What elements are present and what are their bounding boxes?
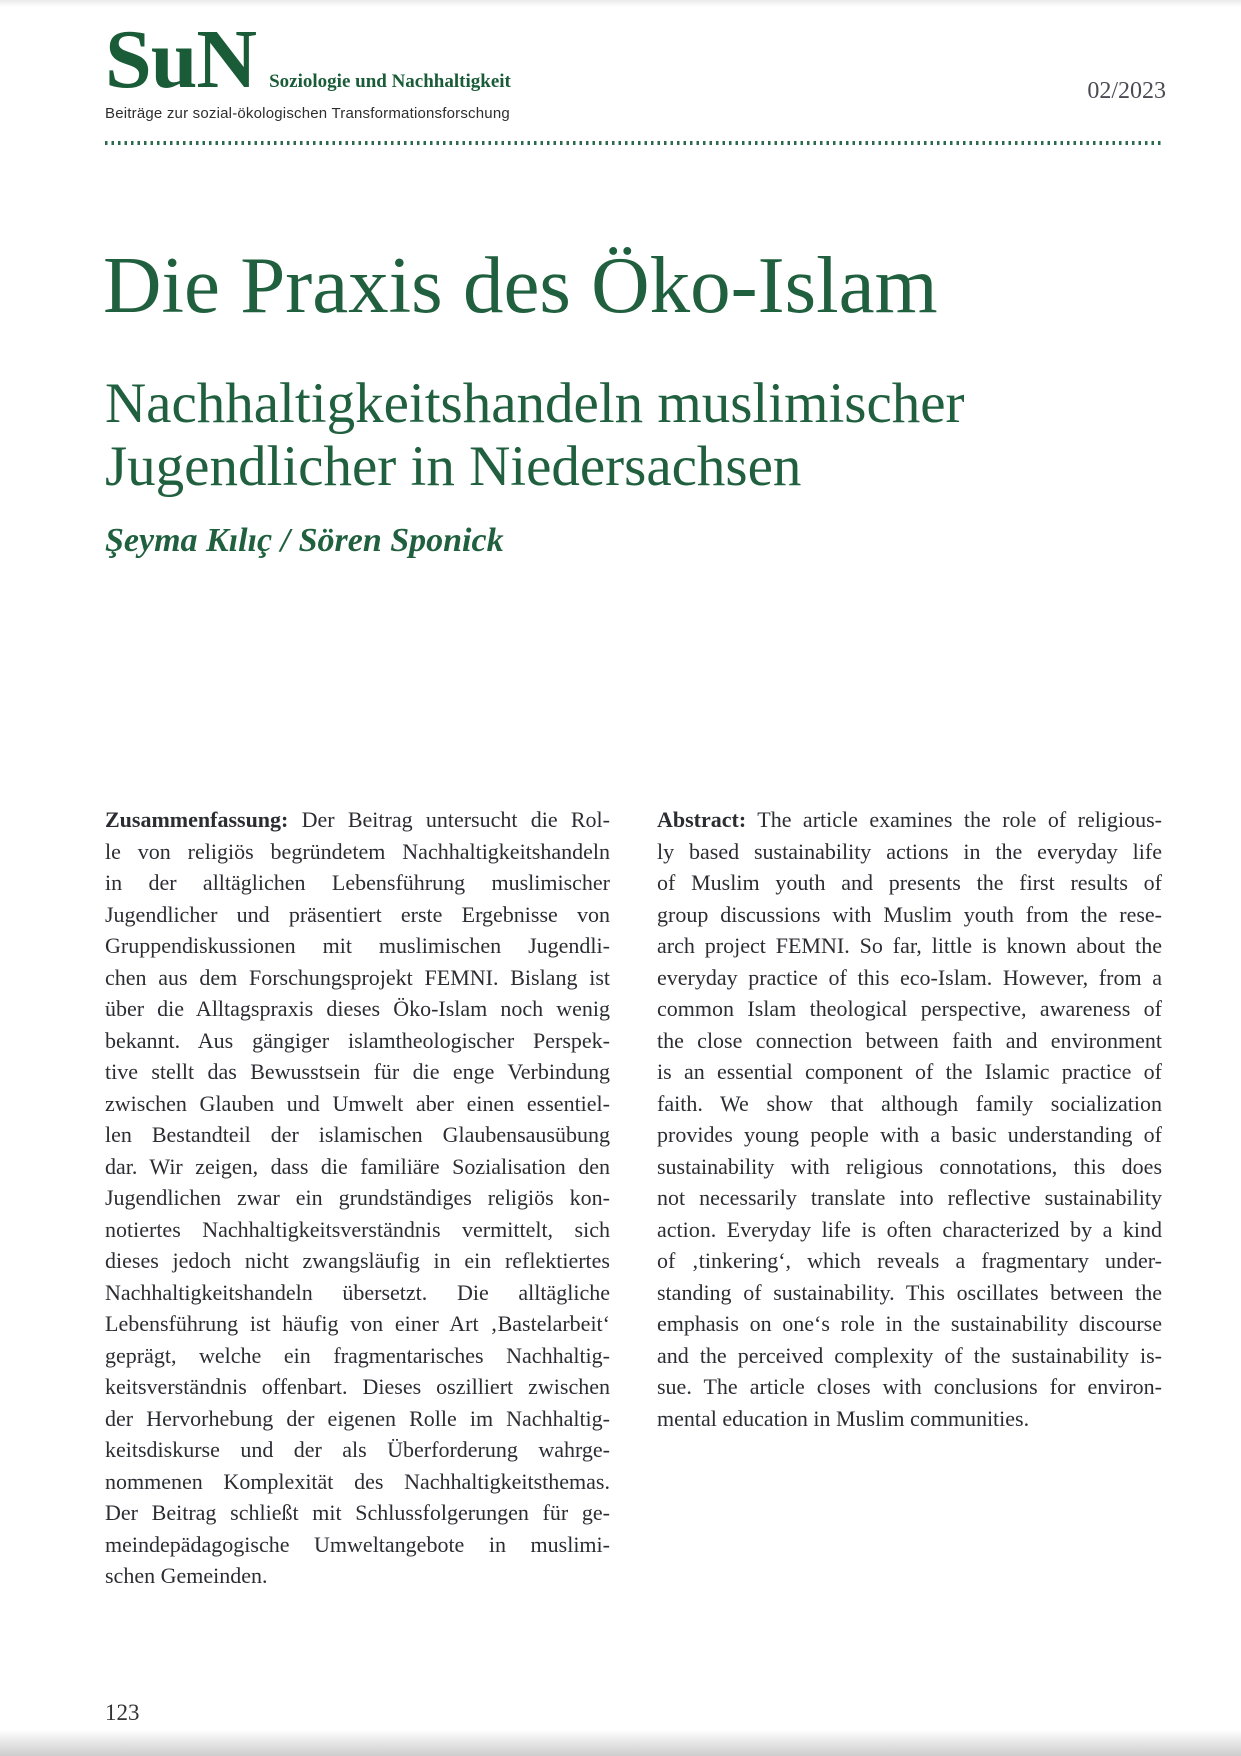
text-line: der Hervorhebung der eigenen Rolle im Nachhaltig- bbox=[105, 1405, 610, 1431]
text-line: notiertes Nachhaltigkeitsverständnis vermittelt, sich bbox=[105, 1216, 610, 1242]
page-edge-shadow bbox=[0, 1730, 1241, 1756]
journal-header bbox=[105, 13, 1166, 122]
text-line: Gruppendiskussionen mit muslimischen Jugendli- bbox=[105, 933, 610, 958]
text-line: Jugendlichen zwar ein grundständiges religiös kon- bbox=[105, 1185, 610, 1210]
text-line: emphasis on one‘s role in the sustainability discourse bbox=[657, 1311, 1162, 1336]
text-line: tive stellt das Bewusstsein für die enge Verbindung bbox=[105, 1059, 610, 1084]
text-line: geprägt, welche ein fragmentarisches Nachhaltig- bbox=[105, 1342, 610, 1368]
text-line: Der Beitrag schließt mit Schlussfolgerungen für ge- bbox=[105, 1500, 610, 1525]
text-line: group discussions with Muslim youth from the rese- bbox=[657, 901, 1162, 927]
article-title: Die Praxis des Öko-Islam bbox=[103, 240, 938, 330]
page-number: 123 bbox=[105, 1700, 140, 1725]
abstract-label: Zusammenfassung: bbox=[105, 807, 289, 832]
text-line: len Bestandteil der islamischen Glaubensausübung bbox=[105, 1122, 610, 1147]
text-line: Jugendlicher und präsentiert erste Ergebnisse von bbox=[105, 901, 610, 927]
subtitle-line-2: Jugendlicher in Niedersachsen bbox=[105, 435, 802, 498]
text-line: of Muslim youth and presents the first results of bbox=[657, 870, 1162, 895]
text-line: in der alltäglichen Lebensführung muslimischer bbox=[105, 870, 610, 895]
text-line: of ‚tinkering‘, which reveals a fragmentary under- bbox=[657, 1248, 1162, 1273]
text-line: common Islam theological perspective, awareness of bbox=[657, 996, 1162, 1021]
text-line: sustainability with religious connotations, this does bbox=[657, 1153, 1162, 1179]
text-line: Abstract: The article examines the role of religious- bbox=[657, 807, 1162, 832]
text-line: meindepädagogische Umweltangebote in muslimi- bbox=[105, 1531, 610, 1557]
article-subtitle bbox=[105, 372, 965, 498]
text-line: and the perceived complexity of the sustainability is- bbox=[657, 1342, 1162, 1368]
text-line: zwischen Glauben und Umwelt aber einen essentiel- bbox=[105, 1090, 610, 1116]
text-line: everyday practice of this eco-Islam. However, from a bbox=[657, 964, 1162, 990]
text-line: Lebensführung ist häufig von einer Art ‚Bastelarbeit‘ bbox=[105, 1311, 610, 1336]
text-line: not necessarily translate into reflective sustainability bbox=[657, 1185, 1162, 1210]
text-line: standing of sustainability. This oscillates between the bbox=[657, 1279, 1162, 1305]
text-line: mental education in Muslim communities. bbox=[657, 1405, 1030, 1431]
text-line: the close connection between faith and environment bbox=[657, 1027, 1162, 1053]
text-line: bekannt. Aus gängiger islamtheologischer Perspek- bbox=[105, 1027, 610, 1053]
abstract-label: Abstract: bbox=[657, 807, 747, 832]
journal-tagline: Beiträge zur sozial-ökologischen Transformationsforschung bbox=[105, 105, 510, 122]
issue-number: 02/2023 bbox=[1087, 78, 1166, 104]
text-line: Zusammenfassung: Der Beitrag untersucht die Rol- bbox=[105, 807, 610, 832]
journal-logo-row bbox=[105, 13, 1166, 106]
abstracts-section bbox=[105, 804, 1162, 1592]
text-line: is an essential component of the Islamic practice of bbox=[657, 1059, 1162, 1084]
dotted-divider bbox=[105, 141, 1163, 145]
text-line: ly based sustainability actions in the everyday life bbox=[657, 838, 1162, 864]
text-line: provides young people with a basic understanding of bbox=[657, 1122, 1162, 1147]
journal-logo: SuN bbox=[105, 13, 257, 106]
article-authors: Şeyma Kılıç / Sören Sponick bbox=[105, 522, 504, 559]
journal-name: Soziologie und Nachhaltigkeit bbox=[269, 71, 511, 92]
text-line: schen Gemeinden. bbox=[105, 1563, 268, 1588]
text-line: keitsverständnis offenbart. Dieses oszilliert zwischen bbox=[105, 1374, 610, 1399]
text-line: sue. The article closes with conclusions for environ- bbox=[657, 1374, 1162, 1399]
text-line: über die Alltagspraxis dieses Öko-Islam noch wenig bbox=[105, 996, 610, 1021]
text-line: action. Everyday life is often characterized by a kind bbox=[657, 1216, 1162, 1242]
text-line: faith. We show that although family socialization bbox=[657, 1090, 1162, 1116]
text-line: Nachhaltigkeitshandeln übersetzt. Die alltägliche bbox=[105, 1279, 610, 1305]
text-line: keitsdiskurse und der als Überforderung wahrge- bbox=[105, 1437, 610, 1462]
text-line: chen aus dem Forschungsprojekt FEMNI. Bislang ist bbox=[105, 964, 610, 990]
text-line: le von religiös begründetem Nachhaltigkeitshandeln bbox=[105, 838, 610, 864]
subtitle-line-1: Nachhaltigkeitshandeln muslimischer bbox=[105, 372, 965, 435]
abstract-german bbox=[105, 804, 610, 1592]
text-line: arch project FEMNI. So far, little is known about the bbox=[657, 933, 1162, 958]
page-edge-top bbox=[0, 0, 1241, 7]
text-line: dieses jedoch nicht zwangsläufig in ein reflektiertes bbox=[105, 1248, 610, 1273]
text-line: dar. Wir zeigen, dass die familiäre Sozialisation den bbox=[105, 1153, 610, 1179]
abstract-english bbox=[657, 804, 1162, 1592]
text-line: nommenen Komplexität des Nachhaltigkeitsthemas. bbox=[105, 1468, 610, 1494]
